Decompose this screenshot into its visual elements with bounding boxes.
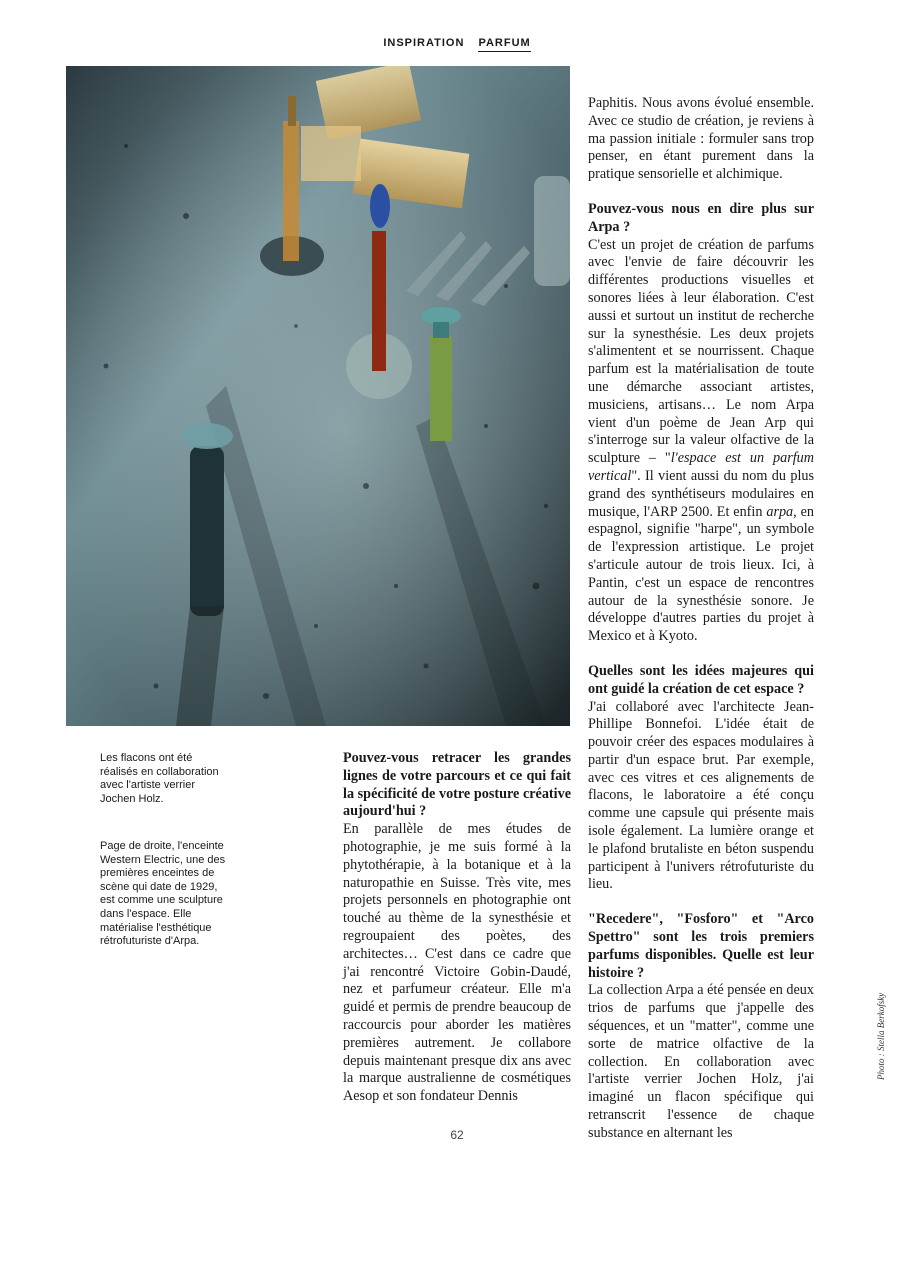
question-heading: Pouvez-vous nous en dire plus sur Arpa ?	[588, 200, 814, 235]
question-heading: Quelles sont les idées majeures qui ont guidé la création de cet espace ?	[588, 662, 814, 697]
section-header	[0, 37, 914, 52]
photo-caption-2: Page de droite, l'enceinte Western Electric, une des premières enceintes de scène qui date de 1929, est comme une sculpture dans l'espace. Elle matérialise l'esthétique rétrofuturiste d'Arpa.	[100, 840, 226, 948]
page-number: 62	[450, 1128, 464, 1142]
answer-paragraph: C'est un projet de création de parfums avec l'envie de faire découvrir les différentes productions visuelles et sonores liées à leur élaboration. C'est aussi et surtout un institut de recherche sur la synesthésie. Les deux projets s'alimentent et se nourrissent. Chaque parfum est la matérialisation de toute une démarche associant artistes, musiciens, artisans… Le nom Arpa vient d'un poème de Jean Arp qui s'interroge sur la valeur olfactive de la sculpture – "l'espace est un parfum vertical". Il vient aussi du nom du plus grand des synthétiseurs modulaires en musique, l'ARP 2500. Et enfin arpa, en espagnol, signifie "harpe", un symbole de l'expression artistique. Le projet s'articule autour de trois lieux. Ici, à Pantin, c'est un espace de rencontres autour de la synesthésie sonore. Je développe d'autres parties du projet à Mexico et à Kyoto.	[588, 236, 815, 645]
perfume-bottles-photo	[66, 66, 570, 726]
photo-caption-1: Les flacons ont été réalisés en collaboration avec l'artiste verrier Jochen Holz.	[100, 752, 219, 805]
word-italic: arpa	[766, 503, 794, 520]
answer-paragraph: La collection Arpa a été pensée en deux trios de parfums que j'appelle des séquences, et un "matter", comme une sorte de matrice olfactive de la collection. En collaboration avec l'artiste verrier Jochen Holz, j'ai imaginé un flacon spécifique qui retranscrit l'essence de chaque substance en alternant les	[588, 982, 814, 1141]
article-column-right	[588, 95, 814, 1143]
photo-illustration	[66, 66, 570, 726]
subsection-label: PARFUM	[478, 37, 530, 52]
question-heading: Pouvez-vous retracer les grandes lignes de votre parcours et ce qui fait la spécificité de votre posture créative aujourd'hui ?	[343, 750, 571, 820]
answer-paragraph: J'ai collaboré avec l'architecte Jean-Phillipe Bonnefoi. L'idée était de pouvoir créer des espaces modulaires à partir d'un espace brut. Par exemple, avec ces vitres et ces alignements de flacons, le laboratoire a été conçu comme une capsule qui présente mais isole également. La lumière orange et le plafond brutaliste en béton suspendu participent à l'univers rétrofuturiste du lieu.	[588, 698, 814, 893]
answer-paragraph: En parallèle de mes études de photographie, je me suis formé à la phytothérapie, à la botanique et à la naturopathie en Suisse. Très vite, mes projets personnels en photographie ont touché au thème de la synesthésie et regroupaient des poètes, des architectes… C'est dans ce cadre que j'ai rencontré Victoire Gobin-Daudé, nez et parfumeur créateur. Elle m'a guidé et permis de prendre beaucoup de raccourcis pour aborder les matières premières autrement. Je collabore depuis maintenant presque dix ans avec la marque australienne de cosmétiques Aesop et son fondateur Dennis	[343, 821, 571, 1105]
answer-paragraph-continued: Paphitis. Nous avons évolué ensemble. Avec ce studio de création, je reviens à ma passion initiale : formuler sans trop penser, en étant purement dans la pratique sensorielle et alchimique.	[588, 95, 814, 183]
question-heading: "Recedere", "Fosforo" et "Arco Spettro" sont les trois premiers parfums disponibles. Quelle est leur histoire ?	[588, 911, 814, 981]
photo-credit: Photo : Stella Berkofsky	[876, 992, 886, 1080]
article-column-middle	[343, 750, 571, 1106]
section-label: INSPIRATION	[383, 37, 465, 49]
quote-italic: l'espace est un parfum vertical	[588, 450, 815, 484]
